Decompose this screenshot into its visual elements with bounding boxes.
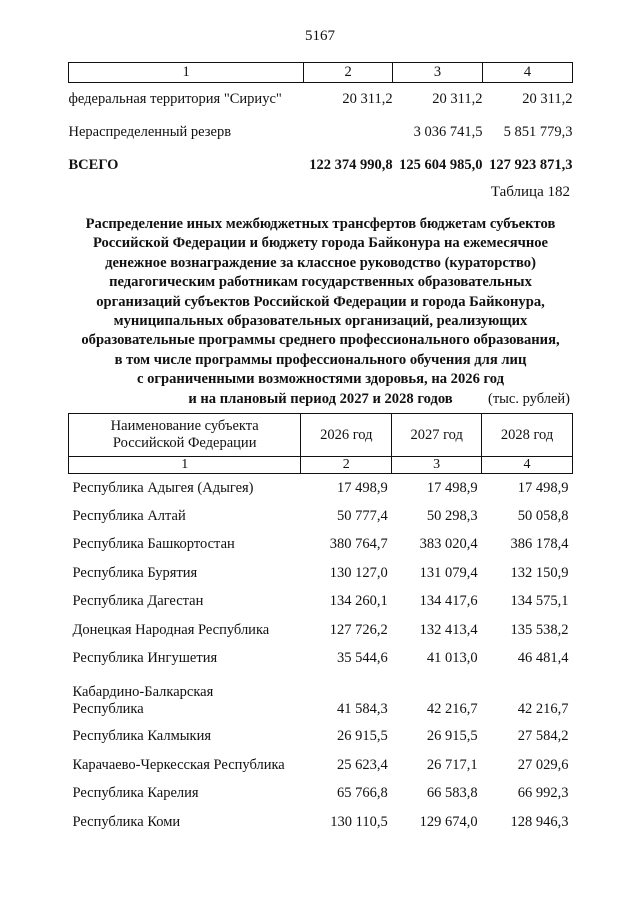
- region-name-line: Донецкая Народная Республика: [72, 621, 270, 638]
- region-name-line: Кабардино-Балкарская: [72, 683, 214, 700]
- table-row: [69, 808, 573, 836]
- value-y2026: 26 915,5: [336, 728, 388, 745]
- title-line: Российской Федерации и бюджету города Байконура на ежемесячное: [92, 235, 549, 252]
- value-y2026: 380 764,7: [329, 536, 388, 553]
- header-region-name-line: Наименование субъекта: [110, 418, 259, 434]
- value-y2028: 46 481,4: [517, 650, 569, 667]
- value-y2027: 3 036 741,5: [413, 124, 483, 140]
- table-row: [69, 588, 573, 616]
- region-name: [69, 808, 301, 836]
- value-y2028: 128 946,3: [510, 813, 569, 830]
- value-y2028: 27 584,2: [517, 728, 569, 745]
- value-y2026: 122 374 990,8: [309, 157, 393, 173]
- value-y2027: 26 915,5: [426, 728, 478, 745]
- region-name: [69, 616, 301, 644]
- table-row: [69, 531, 573, 559]
- region-name: [69, 644, 301, 672]
- region-name: [69, 780, 301, 808]
- value-y2026: 127 726,2: [329, 621, 388, 638]
- value-y2028: 386 178,4: [510, 536, 569, 553]
- table-row: [69, 616, 573, 644]
- column-number-row: [69, 63, 573, 83]
- region-name-line: Республика Калмыкия: [72, 728, 211, 745]
- region-name-line: Республика Алтай: [72, 508, 186, 525]
- continuation-table: [68, 62, 573, 182]
- title-line: в том числе программы профессионального обучения для лиц: [114, 351, 527, 368]
- value-y2026: 20 311,2: [342, 91, 393, 107]
- transfer-distribution-table: [68, 413, 573, 836]
- value-y2026: 65 766,8: [336, 785, 388, 802]
- table-row: [69, 644, 573, 672]
- region-name-line: Республика: [72, 700, 144, 717]
- region-name-line: Республика Башкортостан: [72, 536, 235, 553]
- header-year-2028: 2028 год: [482, 414, 573, 457]
- value-y2027: 134 417,6: [419, 593, 478, 610]
- table-row: [69, 723, 573, 751]
- region-name-line: Республика Ингушетия: [72, 650, 218, 667]
- row-name: Нераспределенный резерв: [68, 124, 232, 140]
- value-y2027: 20 311,2: [432, 91, 483, 107]
- value-y2027: 132 413,4: [419, 621, 478, 638]
- value-y2026: 17 498,9: [336, 479, 388, 496]
- value-y2027: 383 020,4: [419, 536, 478, 553]
- title-line: с ограниченными возможностями здоровья, на 2026 год: [136, 371, 505, 388]
- row-name: ВСЕГО: [68, 157, 119, 173]
- value-y2026: 134 260,1: [329, 593, 388, 610]
- value-y2028: 17 498,9: [517, 479, 569, 496]
- value-y2027: 50 298,3: [426, 508, 478, 525]
- value-y2028: 50 058,8: [517, 508, 569, 525]
- region-name: [69, 751, 301, 779]
- column-number: 2: [301, 457, 392, 474]
- title-line: Распределение иных межбюджетных трансфертов бюджетам субъектов: [85, 216, 556, 232]
- value-y2028: 127 923 871,3: [489, 157, 573, 173]
- region-name: [69, 723, 301, 751]
- value-y2028: 66 992,3: [517, 785, 569, 802]
- value-y2026: 35 544,6: [336, 650, 388, 667]
- header-region-name: [69, 414, 301, 457]
- value-y2028: 132 150,9: [510, 564, 569, 581]
- row-name: федеральная территория "Сириус": [68, 91, 282, 107]
- title-line: образовательные программы среднего профессионального образования,: [81, 332, 560, 349]
- value-y2028: 5 851 779,3: [503, 124, 573, 140]
- region-name-line: Республика Коми: [72, 813, 181, 830]
- table-row: [69, 502, 573, 530]
- value-y2028: 27 029,6: [517, 756, 569, 773]
- region-name: [69, 588, 301, 616]
- region-name-line: Республика Бурятия: [72, 564, 198, 581]
- region-name-line: Республика Карелия: [72, 785, 199, 802]
- column-number: 1: [69, 457, 301, 474]
- value-y2026: 130 110,5: [330, 813, 388, 830]
- unit-note: (тыс. рублей): [488, 391, 570, 407]
- table-title: [68, 215, 573, 409]
- total-row: [69, 149, 573, 182]
- table-row: [69, 673, 573, 723]
- value-y2026: 25 623,4: [336, 756, 388, 773]
- column-number: 3: [393, 63, 483, 83]
- table-row: [69, 780, 573, 808]
- value-y2028: 134 575,1: [510, 593, 569, 610]
- column-number: 2: [304, 63, 393, 83]
- title-line: и на плановый период 2027 и 2028 годов: [188, 390, 453, 407]
- value-y2027: 26 717,1: [426, 756, 478, 773]
- table-row: [69, 474, 573, 503]
- title-line: организаций субъектов Российской Федерации и города Байконура,: [96, 293, 545, 310]
- value-y2026: 130 127,0: [329, 564, 388, 581]
- region-name-line: Республика Адыгея (Адыгея): [72, 479, 254, 496]
- value-y2026: [304, 116, 393, 149]
- column-number: 4: [482, 457, 573, 474]
- column-number: 1: [69, 63, 304, 83]
- value-y2026: 41 584,3: [336, 700, 388, 717]
- table-header-row: [69, 414, 573, 457]
- value-y2027: 41 013,0: [426, 650, 478, 667]
- column-number: 4: [483, 63, 573, 83]
- table-row: [69, 83, 573, 117]
- value-y2028: 42 216,7: [517, 700, 569, 717]
- title-line: педагогическим работникам государственных образовательных: [109, 274, 532, 291]
- page-number: 5167: [305, 28, 335, 44]
- region-name: [69, 673, 301, 723]
- title-line: муниципальных образовательных организаций, реализующих: [113, 313, 528, 330]
- region-name: [69, 502, 301, 530]
- title-line: денежное вознаграждение за классное руководство (кураторство): [105, 254, 536, 271]
- value-y2027: 66 583,8: [426, 785, 478, 802]
- region-name: [69, 474, 301, 503]
- header-region-name-line: Российской Федерации: [112, 435, 257, 451]
- value-y2027: 17 498,9: [426, 479, 478, 496]
- value-y2027: 131 079,4: [419, 564, 478, 581]
- value-y2028: 20 311,2: [522, 91, 573, 107]
- header-year-2027: 2027 год: [392, 414, 482, 457]
- column-number: 3: [392, 457, 482, 474]
- column-number-row: [69, 457, 573, 474]
- region-name-line: Карачаево-Черкесская Республика: [72, 756, 285, 773]
- header-year-2026: 2026 год: [301, 414, 392, 457]
- value-y2026: 50 777,4: [336, 508, 388, 525]
- value-y2027: 125 604 985,0: [399, 157, 483, 173]
- region-name: [69, 559, 301, 587]
- table-row: [69, 559, 573, 587]
- table-label: Таблица 182: [490, 184, 570, 200]
- table-row: [69, 116, 573, 149]
- table-row: [69, 751, 573, 779]
- value-y2027: 42 216,7: [426, 700, 478, 717]
- region-name-line: Республика Дагестан: [72, 593, 204, 610]
- value-y2027: 129 674,0: [419, 813, 478, 830]
- value-y2028: 135 538,2: [510, 621, 569, 638]
- region-name: [69, 531, 301, 559]
